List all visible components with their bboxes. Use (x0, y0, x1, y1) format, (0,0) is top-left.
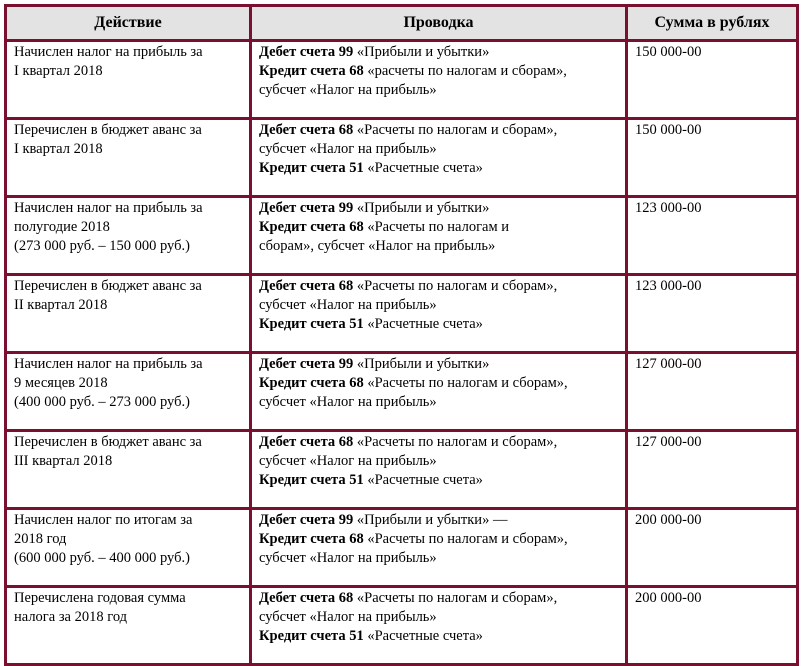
entry-line (259, 199, 621, 218)
action-cell (6, 509, 251, 587)
action-line: (273 000 руб. – 150 000 руб.) (14, 238, 190, 254)
header-entry: Проводка (251, 6, 627, 41)
sum-cell: 200 000-00 (627, 509, 798, 587)
entry-line (259, 159, 621, 178)
entry-line (259, 296, 621, 315)
entry-line (259, 627, 621, 646)
action-line: Перечислен в бюджет аванс за (14, 122, 202, 138)
account-label: Кредит счета 68 (259, 219, 364, 235)
account-label: Кредит счета 51 (259, 628, 364, 644)
account-label: Кредит счета 51 (259, 316, 364, 332)
entry-line (259, 140, 621, 159)
entry-text: субсчет «Налог на прибыль» (259, 394, 437, 410)
entry-text: «Расчеты по налогам и сборам», (363, 531, 568, 547)
table-row (6, 587, 798, 665)
entry-text: «Расчетные счета» (363, 160, 483, 176)
account-label: Дебет счета 68 (259, 434, 354, 450)
account-label: Дебет счета 68 (259, 122, 354, 138)
entry-text: «Расчеты по налогам и сборам», (353, 590, 558, 606)
table-header (6, 6, 798, 41)
action-line: II квартал 2018 (14, 297, 108, 313)
account-label: Дебет счета 68 (259, 278, 354, 294)
tax-entries-table (4, 4, 799, 666)
entry-text: «Прибыли и убытки» (353, 44, 490, 60)
action-cell (6, 587, 251, 665)
sum-cell: 150 000-00 (627, 41, 798, 119)
entry-line (259, 471, 621, 490)
header-action: Действие (6, 6, 251, 41)
entry-line (259, 237, 621, 256)
table-body (6, 41, 798, 665)
entry-cell (251, 275, 627, 353)
action-line: Начислен налог на прибыль за (14, 200, 203, 216)
entry-text: субсчет «Налог на прибыль» (259, 609, 437, 625)
entry-text: сборам», субсчет «Налог на прибыль» (259, 238, 496, 254)
action-cell (6, 353, 251, 431)
entry-text: «Расчеты по налогам и сборам», (353, 122, 558, 138)
account-label: Дебет счета 68 (259, 590, 354, 606)
entry-line (259, 355, 621, 374)
entry-text: «Расчеты по налогам и (363, 219, 510, 235)
table-row (6, 431, 798, 509)
entry-line (259, 43, 621, 62)
action-line: III квартал 2018 (14, 453, 113, 469)
sum-cell: 127 000-00 (627, 353, 798, 431)
action-line: Перечислен в бюджет аванс за (14, 278, 202, 294)
entry-line (259, 218, 621, 237)
table-row (6, 353, 798, 431)
account-label: Дебет счета 99 (259, 200, 354, 216)
account-label: Кредит счета 51 (259, 160, 364, 176)
action-line: полугодие 2018 (14, 219, 110, 235)
entry-text: субсчет «Налог на прибыль» (259, 453, 437, 469)
action-cell (6, 41, 251, 119)
entry-text: «Прибыли и убытки» (353, 200, 490, 216)
action-line: 9 месяцев 2018 (14, 375, 108, 391)
entry-cell (251, 197, 627, 275)
entry-cell (251, 353, 627, 431)
entry-line (259, 608, 621, 627)
entry-line (259, 81, 621, 100)
action-line: Начислен налог по итогам за (14, 512, 193, 528)
account-label: Дебет счета 99 (259, 356, 354, 372)
entry-line (259, 589, 621, 608)
action-cell (6, 275, 251, 353)
header-sum: Сумма в рублях (627, 6, 798, 41)
action-line: Перечислен в бюджет аванс за (14, 434, 202, 450)
entry-text: «Расчетные счета» (363, 628, 483, 644)
account-label: Дебет счета 99 (259, 44, 354, 60)
table-row (6, 119, 798, 197)
entry-text: субсчет «Налог на прибыль» (259, 297, 437, 313)
entry-line (259, 433, 621, 452)
entry-line (259, 452, 621, 471)
entry-text: «Прибыли и убытки» — (353, 512, 508, 528)
action-line: налога за 2018 год (14, 609, 128, 625)
table-row (6, 509, 798, 587)
action-line: I квартал 2018 (14, 63, 103, 79)
entry-text: «Расчеты по налогам и сборам», (353, 434, 558, 450)
account-label: Кредит счета 51 (259, 472, 364, 488)
account-label: Кредит счета 68 (259, 375, 364, 391)
entry-line (259, 530, 621, 549)
action-line: Начислен налог на прибыль за (14, 356, 203, 372)
table-row (6, 197, 798, 275)
entry-cell (251, 119, 627, 197)
entry-cell (251, 431, 627, 509)
entry-text: субсчет «Налог на прибыль» (259, 82, 437, 98)
action-line: (400 000 руб. – 273 000 руб.) (14, 394, 190, 410)
document-frame (4, 4, 796, 658)
entry-line (259, 121, 621, 140)
account-label: Кредит счета 68 (259, 63, 364, 79)
entry-text: «Расчеты по налогам и сборам», (363, 375, 568, 391)
action-line: Перечислена годовая сумма (14, 590, 186, 606)
table-row (6, 275, 798, 353)
entry-text: «Расчетные счета» (363, 472, 483, 488)
entry-line (259, 549, 621, 568)
entry-text: субсчет «Налог на прибыль» (259, 141, 437, 157)
sum-cell: 150 000-00 (627, 119, 798, 197)
entry-cell (251, 587, 627, 665)
sum-cell: 200 000-00 (627, 587, 798, 665)
sum-cell: 123 000-00 (627, 275, 798, 353)
account-label: Дебет счета 99 (259, 512, 354, 528)
entry-line (259, 315, 621, 334)
table-row (6, 41, 798, 119)
action-line: Начислен налог на прибыль за (14, 44, 203, 60)
entry-line (259, 62, 621, 81)
account-label: Кредит счета 68 (259, 531, 364, 547)
action-cell (6, 119, 251, 197)
entry-line (259, 511, 621, 530)
entry-text: «Прибыли и убытки» (353, 356, 490, 372)
sum-cell: 127 000-00 (627, 431, 798, 509)
action-line: 2018 год (14, 531, 67, 547)
sum-cell: 123 000-00 (627, 197, 798, 275)
action-cell (6, 431, 251, 509)
entry-line (259, 393, 621, 412)
entry-text: «Расчеты по налогам и сборам», (353, 278, 558, 294)
header-row (6, 6, 798, 41)
entry-text: субсчет «Налог на прибыль» (259, 550, 437, 566)
action-line: (600 000 руб. – 400 000 руб.) (14, 550, 190, 566)
entry-line (259, 277, 621, 296)
action-line: I квартал 2018 (14, 141, 103, 157)
entry-line (259, 374, 621, 393)
entry-text: «Расчетные счета» (363, 316, 483, 332)
entry-cell (251, 41, 627, 119)
entry-text: «расчеты по налогам и сборам», (363, 63, 567, 79)
action-cell (6, 197, 251, 275)
entry-cell (251, 509, 627, 587)
